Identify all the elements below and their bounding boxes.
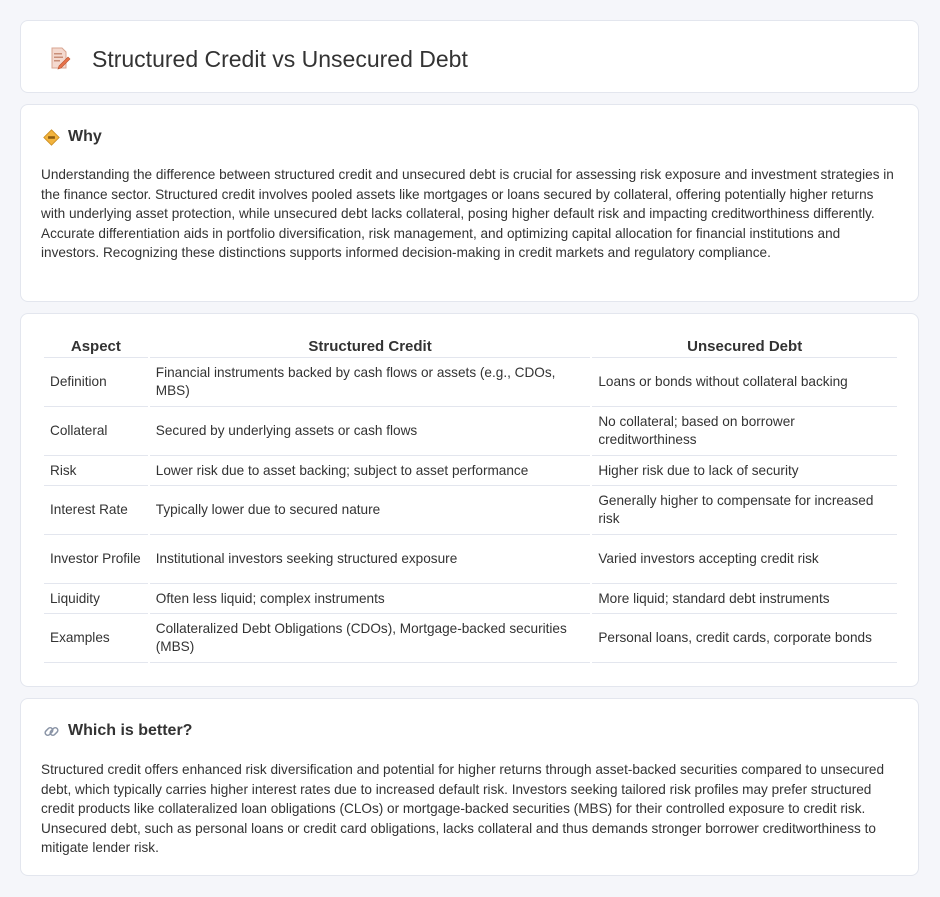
table-cell: Typically lower due to secured nature bbox=[150, 486, 591, 535]
table-cell: Generally higher to compensate for increased risk bbox=[592, 486, 897, 535]
column-header: Structured Credit bbox=[150, 336, 591, 358]
table-row bbox=[44, 358, 897, 407]
table-cell: Varied investors accepting credit risk bbox=[592, 535, 897, 584]
table-cell: Financial instruments backed by cash flows or assets (e.g., CDOs, MBS) bbox=[150, 358, 591, 407]
table-cell: Often less liquid; complex instruments bbox=[150, 584, 591, 614]
diamond-sign-icon bbox=[43, 129, 60, 146]
table-cell: Definition bbox=[44, 358, 148, 407]
table-row bbox=[44, 407, 897, 456]
table-row bbox=[44, 535, 897, 584]
table-cell: Higher risk due to lack of security bbox=[592, 456, 897, 486]
table-cell: Examples bbox=[44, 614, 148, 663]
why-heading-row bbox=[43, 127, 102, 147]
table-cell: Lower risk due to asset backing; subject to asset performance bbox=[150, 456, 591, 486]
column-header: Aspect bbox=[44, 336, 148, 358]
why-section bbox=[20, 104, 919, 302]
link-icon bbox=[43, 723, 60, 740]
comparison-table-section bbox=[20, 313, 919, 687]
table-row bbox=[44, 584, 897, 614]
table-cell: More liquid; standard debt instruments bbox=[592, 584, 897, 614]
table-header-row bbox=[44, 336, 897, 358]
page-title: Structured Credit vs Unsecured Debt bbox=[92, 46, 468, 72]
table-row bbox=[44, 456, 897, 486]
comparison-table bbox=[42, 336, 899, 663]
table-cell: Secured by underlying assets or cash flows bbox=[150, 407, 591, 456]
table-cell: Collateralized Debt Obligations (CDOs), Mortgage-backed securities (MBS) bbox=[150, 614, 591, 663]
table-cell: Personal loans, credit cards, corporate bonds bbox=[592, 614, 897, 663]
table-cell: Interest Rate bbox=[44, 486, 148, 535]
column-header: Unsecured Debt bbox=[592, 336, 897, 358]
table-cell: Collateral bbox=[44, 407, 148, 456]
better-heading: Which is better? bbox=[68, 722, 193, 739]
why-heading: Why bbox=[68, 128, 102, 145]
document-pencil-icon bbox=[47, 46, 71, 70]
header-card bbox=[20, 20, 919, 93]
table-cell: Investor Profile bbox=[44, 535, 148, 584]
table-cell: No collateral; based on borrower creditworthiness bbox=[592, 407, 897, 456]
why-paragraph: Understanding the difference between structured credit and unsecured debt is crucial for assessing risk exposure and investment strategies in the finance sector. Structured credit involves pooled assets like mortgages or loans secured by collateral, offering potentially higher returns with underlying asset protection, while unsecured debt lacks collateral, posing higher default risk and impacting creditworthiness differently. Accurate differentiation aids in portfolio diversification, risk management, and optimizing capital allocation for financial institutions and investors. Recognizing these distinctions supports informed decision-making in credit markets and regulatory compliance. bbox=[41, 167, 894, 260]
table-cell: Institutional investors seeking structured exposure bbox=[150, 535, 591, 584]
table-row bbox=[44, 486, 897, 535]
better-heading-row bbox=[43, 721, 192, 741]
table-cell: Risk bbox=[44, 456, 148, 486]
table-cell: Liquidity bbox=[44, 584, 148, 614]
table-row bbox=[44, 614, 897, 663]
table-cell: Loans or bonds without collateral backing bbox=[592, 358, 897, 407]
better-paragraph: Structured credit offers enhanced risk diversification and potential for higher returns through asset-backed securities compared to unsecured debt, which typically carries higher interest rates due to increased default risk. Investors seeking tailored risk profiles may prefer structured credit products like collateralized loan obligations (CLOs) or mortgage-backed securities (MBS) for their controlled exposure to credit risk. Unsecured debt, such as personal loans or credit card obligations, lacks collateral and thus demands stronger borrower creditworthiness to mitigate lender risk. bbox=[41, 762, 885, 855]
which-is-better-section bbox=[20, 698, 919, 876]
